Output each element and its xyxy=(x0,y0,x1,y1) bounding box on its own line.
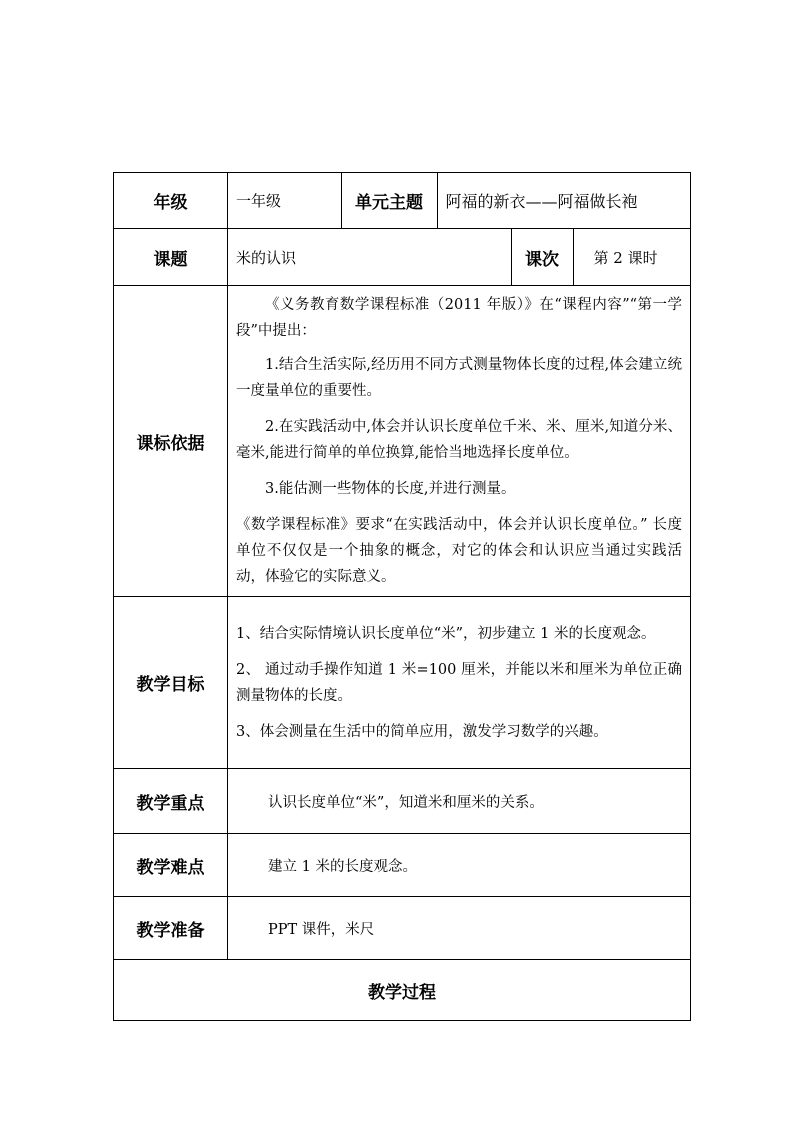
lesson-plan xyxy=(113,172,690,1021)
goals-label: 教学目标 xyxy=(114,597,228,769)
session-value: 第 2 课时 xyxy=(573,229,690,285)
row-grade-unit xyxy=(114,173,691,229)
goal-item: 2、 通过动手操作知道 1 米=100 厘米，并能以米和厘米为单位正确测量物体的长度。 xyxy=(236,661,682,704)
row-goals xyxy=(114,597,691,769)
row-topic-session xyxy=(114,229,691,286)
row-preparation xyxy=(114,897,691,960)
row-process xyxy=(114,960,691,1021)
session-label: 课次 xyxy=(511,229,573,285)
standards-paragraph: 《义务教育数学课程标准（2011 年版）》在“课程内容”“第一学段”中提出： xyxy=(236,297,682,339)
preparation-label: 教学准备 xyxy=(114,897,228,960)
standards-paragraph: 1.结合生活实际,经历用不同方式测量物体长度的过程,体会建立统一度量单位的重要性。 xyxy=(236,357,682,399)
topic-session-inner xyxy=(228,229,690,285)
topic-value: 米的认识 xyxy=(236,248,297,267)
preparation-value: PPT 课件，米尺 xyxy=(228,897,691,960)
goal-item: 3、体会测量在生活中的简单应用，激发学习数学的兴趣。 xyxy=(236,723,608,740)
standards-paragraph: 2.在实践活动中,体会并认识长度单位千米、米、厘米,知道分米、毫米,能进行简单的单位换算,能恰当地选择长度单位。 xyxy=(236,419,682,461)
lesson-plan-table xyxy=(113,172,691,1021)
difficulties-label: 教学难点 xyxy=(114,834,228,897)
process-heading: 教学过程 xyxy=(114,960,691,1021)
goal-item: 1、结合实际情境认识长度单位“米”，初步建立 1 米的长度观念。 xyxy=(236,625,656,642)
grade-unit-inner xyxy=(228,173,690,228)
standards-label: 课标依据 xyxy=(114,286,228,597)
topic-label: 课题 xyxy=(114,229,228,286)
unit-value: 阿福的新衣——阿福做长袍 xyxy=(437,173,690,228)
grade-label: 年级 xyxy=(114,173,228,229)
difficulties-value: 建立 1 米的长度观念。 xyxy=(228,834,691,897)
unit-label: 单元主题 xyxy=(341,173,437,228)
standards-paragraph: 《数学课程标准》要求“在实践活动中，体会并认识长度单位。” 长度单位不仅仅是一个抽象的概念，对它的体会和认识应当通过实践活动，体验它的实际意义。 xyxy=(236,517,682,585)
standards-paragraph: 3.能估测一些物体的长度,并进行测量。 xyxy=(265,481,516,497)
key-points-label: 教学重点 xyxy=(114,769,228,834)
standards-content xyxy=(228,286,691,597)
grade-value: 一年级 xyxy=(236,192,282,210)
goals-content xyxy=(228,597,691,769)
row-difficulties xyxy=(114,834,691,897)
row-key-points xyxy=(114,769,691,834)
row-standards xyxy=(114,286,691,597)
key-points-value: 认识长度单位“米”，知道米和厘米的关系。 xyxy=(228,769,691,834)
